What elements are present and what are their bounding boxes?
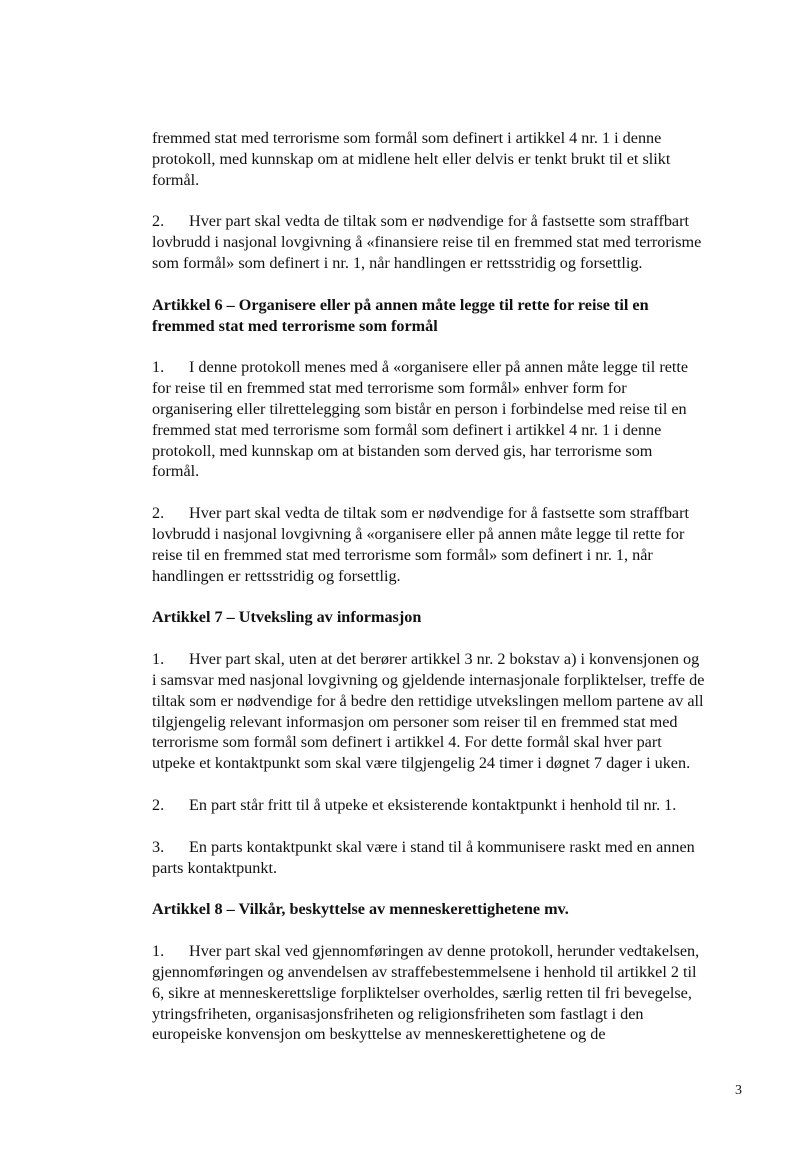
text-line [152,503,752,524]
paragraph-gap [152,920,752,941]
text-line [152,378,752,399]
text-line [152,941,752,962]
text-line [152,316,752,337]
text-line [152,795,752,816]
line-text: Hver part skal vedta de tiltak som er nødvendige for å fastsette som straffbart [189,504,690,523]
article-heading [152,607,752,628]
paragraph-gap [152,586,752,607]
text-line [152,649,752,670]
text-line [152,712,752,733]
text-line [152,670,752,691]
paragraph-gap [152,816,752,837]
line-text: En parts kontaktpunkt skal være i stand til å kommunisere raskt med en annen [189,837,695,856]
line-text: gjennomføringen og anvendelsen av straffebestemmelsene i henhold til artikkel 2 til [152,962,697,981]
text-line [152,566,752,587]
paragraph-number: 3. [152,837,165,856]
line-text: fremmed stat med terrorisme som formål som definert i artikkel 4 nr. 1 i denne [152,129,662,147]
line-text: utpeke et kontaktpunkt som skal være tilgjengelig 24 timer i døgnet 7 dager i uken. [152,754,691,773]
text-line [152,545,752,566]
line-text: europeiske konvensjon om beskyttelse av menneskerettighetene og de [152,1025,606,1044]
line-text: protokoll, med kunnskap om at midlene helt eller delvis er tenkt brukt til et slikt [152,149,671,168]
paragraph [152,941,752,1045]
paragraph [152,357,752,482]
text-line [152,420,752,441]
text-line [152,899,752,920]
article-heading [152,899,752,920]
text-line [152,170,752,191]
text-line [152,399,752,420]
line-text: i samsvar med nasjonal lovgivning og gjeldende internasjonale forpliktelser, treffe de [152,670,705,689]
line-text: protokoll, med kunnskap om at bistanden som derved gis, har terrorisme som [152,441,653,460]
paragraph-gap [152,482,752,503]
paragraph [152,837,752,879]
paragraph-gap [152,774,752,795]
line-text: fremmed stat med terrorisme som formål [152,316,438,335]
text-line [152,1024,752,1045]
text-line [152,524,752,545]
text-line [152,607,752,628]
line-text: parts kontaktpunkt. [152,858,277,877]
line-text: En part står fritt til å utpeke et eksisterende kontaktpunkt i henhold til nr. 1. [189,795,677,814]
paragraph-gap [152,628,752,649]
paragraph [152,795,752,816]
text-line [152,732,752,753]
text-line [152,295,752,316]
line-text: lovbrudd i nasjonal lovgivning å «organisere eller på annen måte legge til rette for [152,524,685,543]
line-text: reise til en fremmed stat med terrorisme som formål» som definert i nr. 1, når [152,545,653,564]
article-heading [152,295,752,337]
line-text: Hver part skal, uten at det berører artikkel 3 nr. 2 bokstav a) i konvensjonen og [189,650,700,669]
paragraph-gap [152,274,752,295]
paragraph-number: 2. [152,212,165,231]
page-number: 3 [735,1083,742,1098]
line-text: fremmed stat med terrorisme som formål som definert i artikkel 4 nr. 1 i denne [152,420,662,439]
paragraph-number: 2. [152,795,165,814]
text-line [152,232,752,253]
line-text: ytringsfriheten, organisasjonsfriheten og religionsfriheten som fastlagt i den [152,1004,644,1023]
line-text: formål. [152,462,200,481]
text-line [152,691,752,712]
paragraph-gap [152,336,752,357]
line-text: som formål» som definert i nr. 1, når handlingen er rettsstridig og forsettlig. [152,253,643,272]
paragraph-number: 2. [152,504,165,523]
line-text: tilgjengelig relevant informasjon om personer som reiser til en fremmed stat med [152,712,678,731]
line-text: terrorisme som formål som definert i artikkel 4. For dette formål skal hver part [152,733,662,752]
text-line [152,441,752,462]
paragraph-number: 1. [152,942,165,961]
paragraph-gap [152,878,752,899]
text-line [152,837,752,858]
line-text: Artikkel 6 – Organisere eller på annen måte legge til rette for reise til en [152,295,649,314]
line-text: Hver part skal vedta de tiltak som er nødvendige for å fastsette som straffbart [189,212,690,231]
line-text: formål. [152,170,200,189]
text-line [152,253,752,274]
line-text: organisering eller tilrettelegging som bistår en person i forbindelse med reise til en [152,399,687,418]
paragraph [152,211,752,273]
text-line [152,128,752,149]
line-text: Artikkel 8 – Vilkår, beskyttelse av menneskerettighetene mv. [152,900,569,919]
text-line [152,149,752,170]
line-text: 6, sikre at menneskerettslige forpliktelser overholdes, særlig retten til fri bevegelse, [152,983,692,1002]
paragraph [152,128,752,190]
text-line [152,858,752,879]
line-text: I denne protokoll menes med å «organisere eller på annen måte legge til rette [189,358,689,377]
paragraph-gap [152,190,752,211]
text-line [152,983,752,1004]
document-body [152,128,752,1045]
paragraph [152,649,752,774]
line-text: tiltak som er nødvendige for å bedre den rettidige utvekslingen mellom partene av all [152,691,704,710]
line-text: for reise til en fremmed stat med terrorisme som formål» enhver form for [152,379,627,398]
text-line [152,211,752,232]
text-line [152,753,752,774]
text-line [152,357,752,378]
line-text: lovbrudd i nasjonal lovgivning å «finansiere reise til en fremmed stat med terrorisme [152,233,702,252]
text-line [152,962,752,983]
paragraph-number: 1. [152,650,165,669]
line-text: Artikkel 7 – Utveksling av informasjon [152,608,422,627]
text-line [152,1004,752,1025]
line-text: Hver part skal ved gjennomføringen av denne protokoll, herunder vedtakelsen, [189,942,700,961]
paragraph [152,503,752,586]
text-line [152,461,752,482]
line-text: handlingen er rettsstridig og forsettlig. [152,566,401,585]
paragraph-number: 1. [152,358,165,377]
